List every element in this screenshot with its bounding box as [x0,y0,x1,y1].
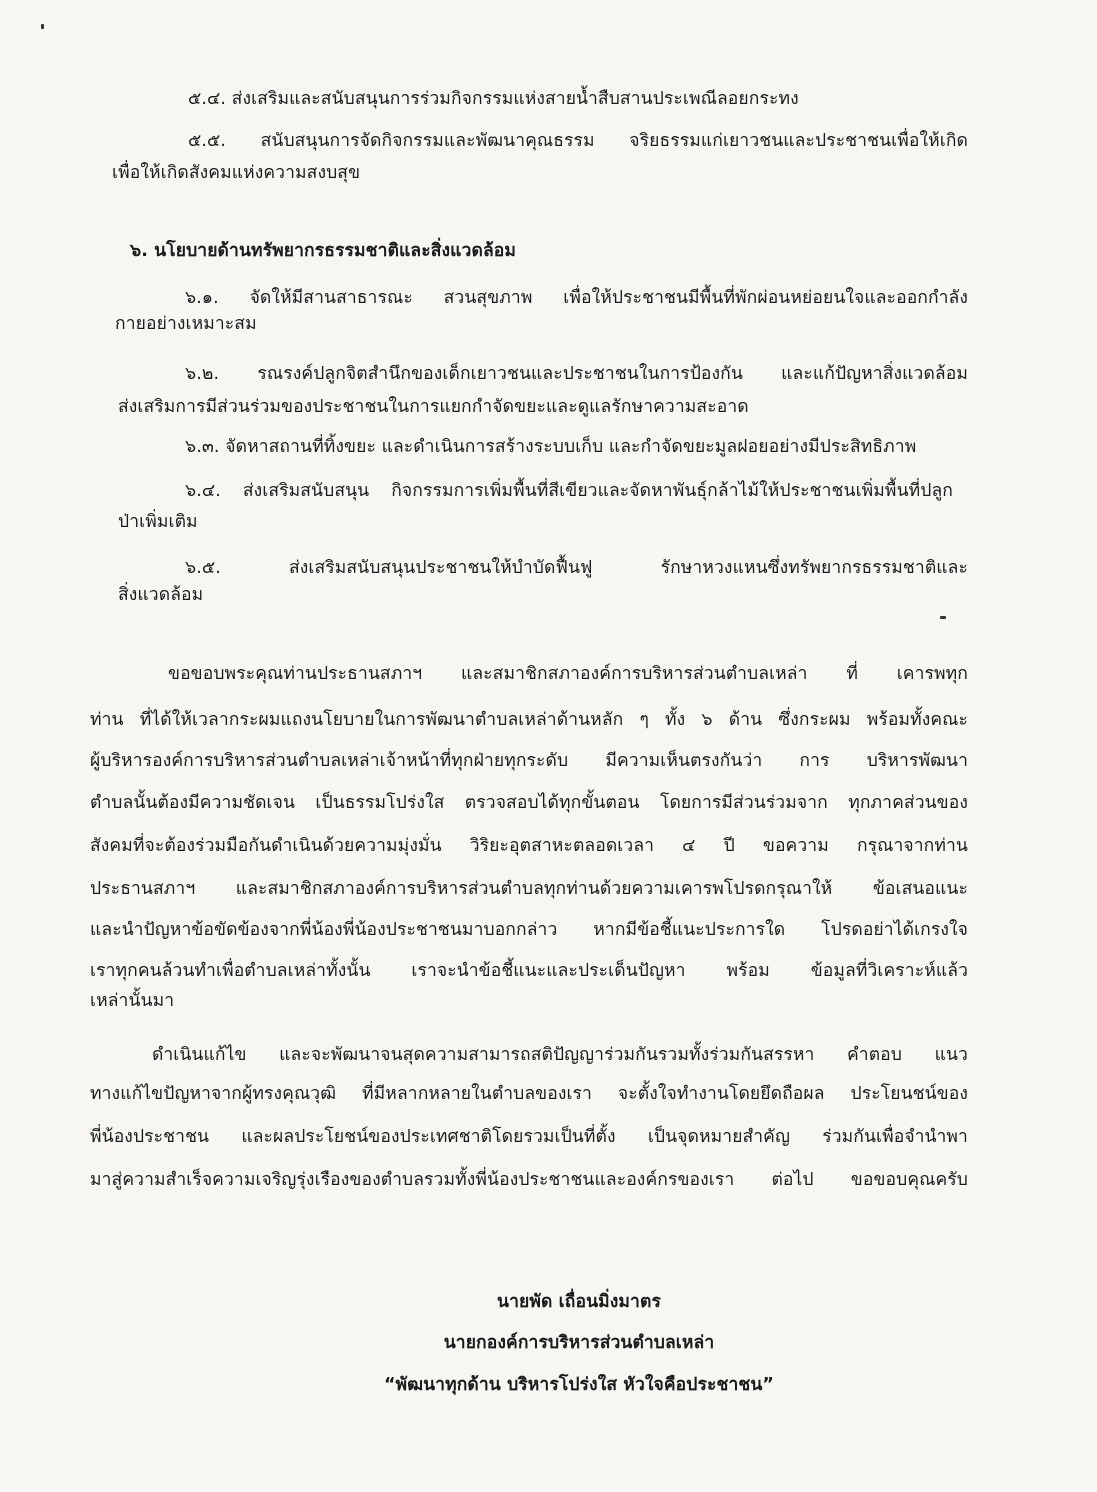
item-6-5-line2: สิ่งแวดล้อม [118,585,204,605]
closing-p2-line: ทางแก้ไขปัญหาจากผู้ทรงคุณวุฒิ ที่มีหลากหลายในตำบลของเรา จะตั้งใจทำงานโดยยึดถือผล ประโยนชน์ของ [90,1084,968,1104]
item-6-1-line2: กายอย่างเหมาะสม [115,314,257,334]
item-6-5-line1: ๖.๕. ส่งเสริมสนับสนุนประชาชนให้บำบัดฟื้นฟู รักษาหวงแหนซึ่งทรัพยากรธรรมชาติและ [185,558,968,578]
item-6-1-line1: ๖.๑. จัดให้มีสานสาธารณะ สวนสุขภาพ เพื่อให้ประชาชนมีพื้นที่พักผ่อนหย่อยนใจและออกกำลัง [185,288,968,308]
closing-p1-line: ผู้บริหารองค์การบริหารส่วนตำบลเหล่าเจ้าหน้าที่ทุกฝ่ายทุกระดับ มีความเห็นตรงกันว่า การ บริหารพัฒนา [90,751,968,771]
item-6-2-line1: ๖.๒. รณรงค์ปลูกจิตสำนึกของเด็กเยาวชนและประชาชนในการป้องกัน และแก้ปัญหาสิ่งแวดล้อม [185,364,968,384]
closing-p2-line: ดำเนินแก้ไข และจะพัฒนาจนสุดความสามารถสติปัญญาร่วมกันรวมทั้งร่วมกันสรรหา คำตอบ แนว [152,1045,968,1065]
closing-p1-line: ขอขอบพระคุณท่านประธานสภาฯ และสมาชิกสภาองค์การบริหารส่วนตำบลเหล่า ที่ เคารพทุก [168,664,968,684]
signature-position: นายกองค์การบริหารส่วนตำบลเหล่า [443,1333,715,1353]
item-5-5-line1: ๕.๕. สนับสนุนการจัดกิจกรรมและพัฒนาคุณธรรม จริยธรรมแก่เยาวชนและประชาชนเพื่อให้เกิด [188,131,968,151]
section-6-heading: ๖. นโยบายด้านทรัพยากรธรรมชาติและสิ่งแวดล้อม [130,241,517,261]
closing-p1-line: เราทุกคนล้วนทำเพื่อตำบลเหล่าทั้งนั้น เราจะนำข้อชี้แนะและประเด็นปัญหา พร้อม ข้อมูลที่วิเคราะห์แล้ว [90,961,968,981]
closing-p2-line: พี่น้องประชาชน และผลประโยชน์ของประเทศชาติโดยรวมเป็นที่ตั้ง เป็นจุดหมายสำคัญ ร่วมกันเพื่อจำนำพา [90,1127,968,1147]
item-5-4: ๕.๔. ส่งเสริมและสนับสนุนการร่วมกิจกรรมแห่งสายน้ำสืบสานประเพณีลอยกระทง [188,89,799,109]
closing-p1-line: ตำบลนั้นต้องมีความชัดเจน เป็นธรรมโปร่งใส ตรวจสอบได้ทุกขั้นตอน โดยการมีส่วนร่วมจาก ทุกภาคส่วนของ [90,793,968,813]
scan-speck [940,616,946,619]
closing-p2-line: มาสู่ความสำเร็จความเจริญรุ่งเรืองของตำบลรวมทั้งพี่น้องประชาชนและองค์กรของเรา ต่อไป ขอขอบคุณครับ [90,1170,968,1190]
signature-name: นายพัด เถื่อนมิ่งมาตร [497,1292,661,1312]
item-6-2-line2: ส่งเสริมการมีส่วนร่วมของประชาชนในการแยกกำจัดขยะและดูแลรักษาความสะอาด [118,397,749,417]
item-5-5-line2: เพื่อให้เกิดสังคมแห่งความสงบสุข [112,163,361,183]
closing-p1-line: ท่าน ที่ได้ให้เวลากระผมแถงนโยบายในการพัฒนาตำบลเหล่าด้านหลัก ๆ ทั้ง ๖ ด้าน ซึ่งกระผม พร้อมทั้งคณะ [90,710,968,730]
signature-slogan: “พัฒนาทุกด้าน บริหารโปร่งใส หัวใจคือประชาชน” [383,1375,775,1395]
item-6-3: ๖.๓. จัดหาสถานที่ทิ้งขยะ และดำเนินการสร้างระบบเก็บ และกำจัดขยะมูลฝอยอย่างมีประสิทธิภาพ [185,437,917,457]
closing-p1-line: สังคมที่จะต้องร่วมมือกันดำเนินด้วยความมุ่งมั่น วิริยะอุตสาหะตลอดเวลา ๔ ปี ขอความ กรุณาจากท่าน [90,836,968,856]
item-6-4-line2: ป่าเพิ่มเติม [118,512,198,532]
scan-speck [41,24,44,29]
closing-p1-line: และนำปัญหาข้อขัดข้องจากพี่น้องพี่น้องประชาชนมาบอกกล่าว หากมีข้อชี้แนะประการใด โปรดอย่าได้เกรงใจ [90,920,968,940]
closing-p1-line: ประธานสภาฯ และสมาชิกสภาองค์การบริหารส่วนตำบลทุกท่านด้วยความเคารพโปรดกรุณาให้ ข้อเสนอแนะ [90,879,968,899]
item-6-4-line1: ๖.๔. ส่งเสริมสนับสนุน กิจกรรมการเพิ่มพื้นที่สีเขียวและจัดหาพันธุ์กล้าไม้ให้ประชาชนเพิ่มพื้นที่ปลูก [185,481,953,501]
closing-p1-line: เหล่านั้นมา [90,991,175,1011]
